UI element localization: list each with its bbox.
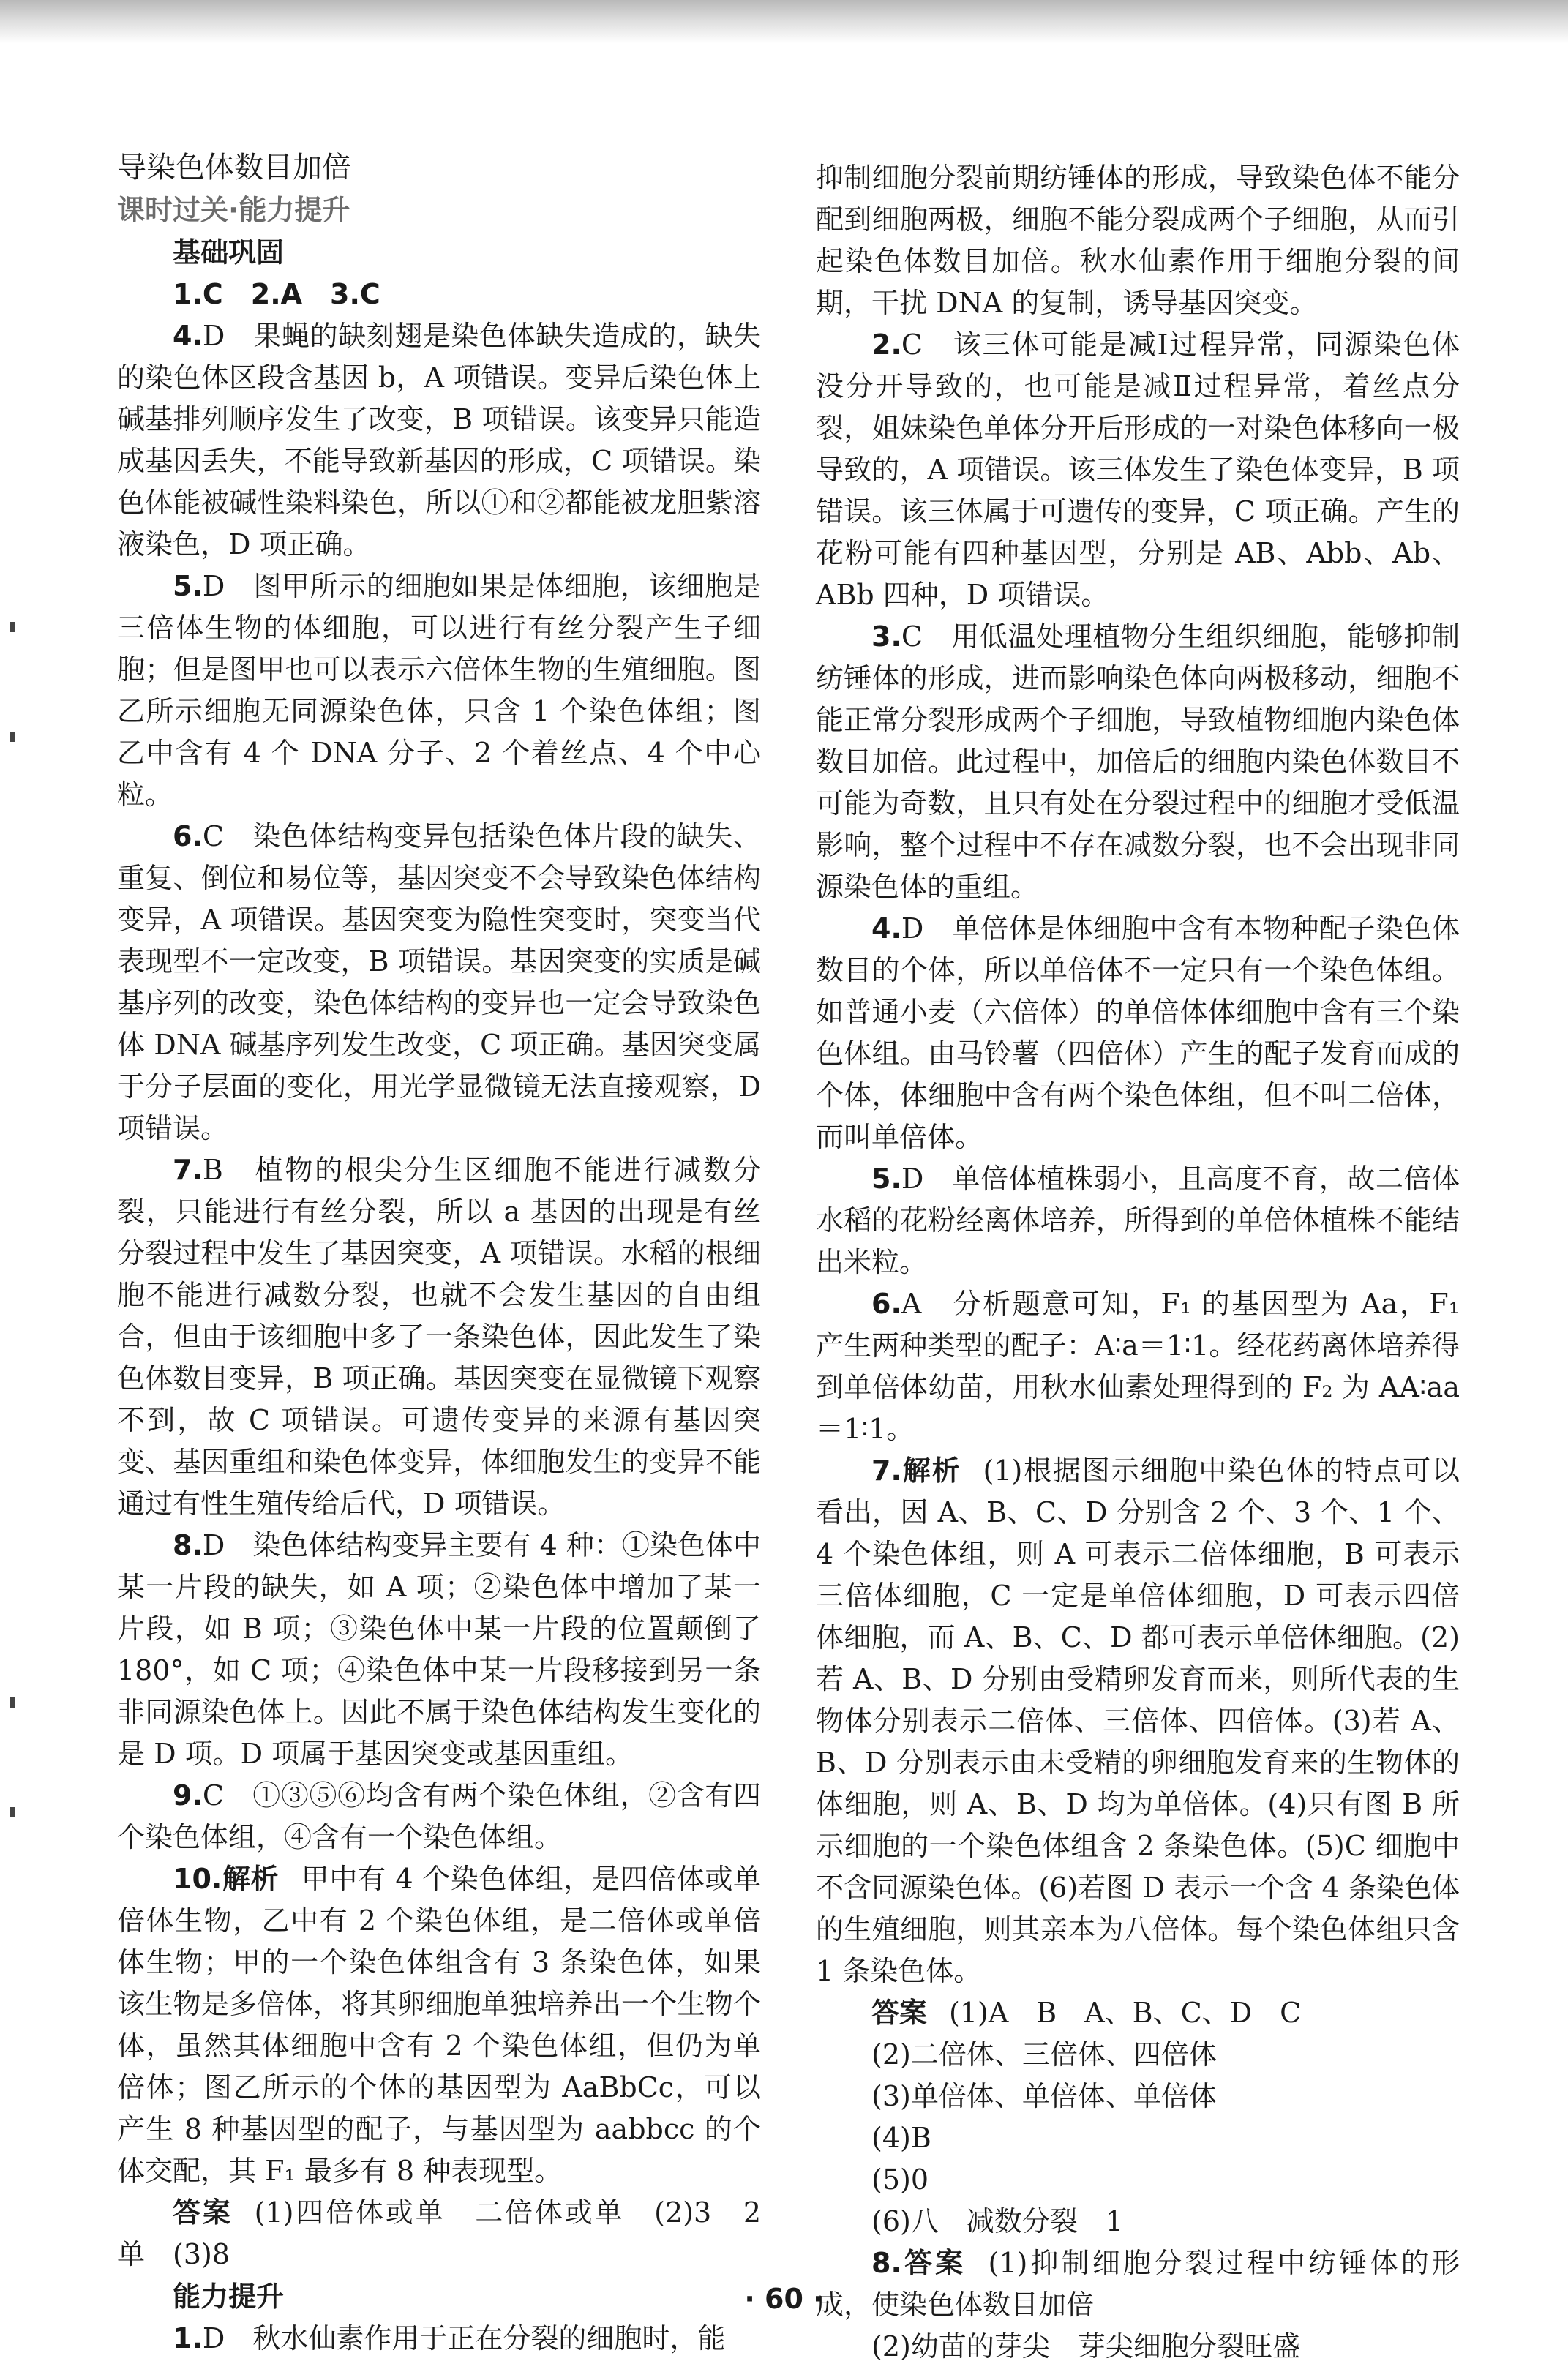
section-basic-heading: 基础巩固 [173, 236, 285, 269]
advanced-question-1-continued: 抑制细胞分裂前期纺锤体的形成，导致染色体不能分配到细胞两极，细胞不能分裂成两个子细胞，从而引起染色体数目加倍。秋水仙素作用于细胞分裂的间期，干扰 DNA 的复制，诱导基因突变。 [816, 162, 1460, 319]
question-number: 8. [173, 1529, 203, 1561]
question-8 [117, 1525, 761, 1775]
question-number: 2. [871, 329, 901, 361]
question-number: 5. [871, 1163, 901, 1195]
scan-top-edge [0, 0, 1568, 44]
answer-line-2: (2)二倍体、三倍体、四倍体 [871, 2038, 1217, 2071]
section-advanced-heading: 能力提升 [173, 2281, 285, 2313]
analysis-label: 解析 [222, 1863, 280, 1895]
answer-text: (1)四倍体或单 二倍体或单 (2)3 2 单 (3)8 [117, 2196, 789, 2270]
question-text: 甲中有 4 个染色体组，是四倍体或单倍体生物，乙中有 2 个染色体组，是二倍体或单倍体生物；甲的一个染色体组含有 3 条染色体，如果该生物是多倍体，将其卵细胞单独培养出一个生物个体，虽然其体细胞中含有 2 个染色体组，但仍为单倍体；图乙所示的个体的基因型为 AaBbCc，可以产生 8 种基因型的配子，与基因型为 aabbcc 的个体交配，其 F₁ 最多有 8 种表现型。 [117, 1863, 761, 2187]
answer-line-3: (3)单倍体、单倍体、单倍体 [871, 2080, 1217, 2112]
answer-line-1 [816, 1992, 1460, 2034]
analysis-label: 解析 [901, 1455, 961, 1487]
question-9 [117, 1775, 761, 1858]
scan-mark [10, 1697, 15, 1708]
answer-label: 答案 [871, 1997, 928, 2029]
advanced-question-5 [816, 1158, 1460, 1283]
answer-line-5: (5)0 [871, 2163, 929, 2196]
question-number: 4. [173, 320, 203, 352]
answer-label: 答案 [173, 2196, 233, 2229]
advanced-question-7 [816, 1450, 1460, 1992]
question-text: (1)根据图示细胞中染色体的特点可以看出，因 A、B、C、D 分别含 2 个、3 个、1 个、4 个染色体组，则 A 可表示二倍体细胞，B 可表示三倍体细胞，C 一定是单倍体细胞，D 可表示四倍体细胞，而 A、B、C、D 都可表示单倍体细胞。(2)若 A、B、D 分别由受精卵发育而来，则所代表的生物体分别表示二倍体、三倍体、四倍体。(3)若 A、B、D 分别表示由未受精的卵细胞发育来的生物体的体细胞，则 A、B、D 均为单倍体。(4)只有图 B 所示细胞的一个染色体组含 2 条染色体。(5)C 细胞中不含同源染色体。(6)若图 D 表示一个含 4 条染色体的生殖细胞，则其亲本为八倍体。每个染色体组只含 1 条染色体。 [816, 1455, 1460, 1987]
section-subtitle: 课时过关·能力提升 [117, 194, 350, 226]
question-text: D 果蝇的缺刻翅是染色体缺失造成的，缺失的染色体区段含基因 b，A 项错误。变异后染色体上碱基排列顺序发生了改变，B 项错误。该变异只能造成基因丢失，不能导致新基因的形成，C 项错误。染色体能被碱性染料染色，所以①和②都能被龙胆紫溶液染色，D 项正确。 [117, 320, 761, 560]
advanced-question-4 [816, 908, 1460, 1158]
question-text: D 图甲所示的细胞如果是体细胞，该细胞是三倍体生物的体细胞，可以进行有丝分裂产生子细胞；但是图甲也可以表示六倍体生物的生殖细胞。图乙所示细胞无同源染色体，只含 1 个染色体组；图乙中含有 4 个 DNA 分子、2 个着丝点、4 个中心粒。 [117, 570, 761, 811]
page-number: · 60 · [744, 2283, 824, 2315]
question-4 [117, 315, 761, 566]
question-text: D 秋水仙素作用于正在分裂的细胞时，能 [202, 2322, 726, 2354]
question-10 [117, 1858, 761, 2192]
answer-text: (1)A B A、B、C、D C [949, 1997, 1302, 2029]
question-number: 4. [871, 912, 901, 945]
question-10-answer [117, 2192, 789, 2275]
question-text: C ①③⑤⑥均含有两个染色体组，②含有四个染色体组，④含有一个染色体组。 [117, 1779, 761, 1853]
question-text: C 该三体可能是减Ⅰ过程异常，同源染色体没分开导致的，也可能是减Ⅱ过程异常，着丝点分裂，姐妹染色单体分开后形成的一对染色体移向一极导致的，A 项错误。该三体发生了染色体变异，B 项错误。该三体属于可遗传的变异，C 项正确。产生的花粉可能有四种基因型，分别是 AB、Abb、Ab、ABb 四种，D 项错误。 [816, 329, 1460, 611]
question-number: 7. [871, 1455, 901, 1487]
question-number: 7. [173, 1154, 203, 1186]
question-number: 1. [173, 2322, 203, 2354]
question-text: A 分析题意可知，F₁ 的基因型为 Aa，F₁ 产生两种类型的配子：A∶a＝1∶1。经花药离体培养得到单倍体幼苗，用秋水仙素处理得到的 F₂ 为 AA∶aa＝1∶1。 [816, 1288, 1460, 1445]
advanced-question-2 [816, 324, 1460, 616]
question-7 [117, 1149, 761, 1525]
question-text: D 单倍体是体细胞中含有本物种配子染色体数目的个体，所以单倍体不一定只有一个染色体组。如普通小麦（六倍体）的单倍体体细胞中含有三个染色体组。由马铃薯（四倍体）产生的配子发育而成的个体，体细胞中含有两个染色体组，但不叫二倍体，而叫单倍体。 [816, 912, 1460, 1153]
question-number: 6. [173, 820, 203, 852]
question-text: C 染色体结构变异包括染色体片段的缺失、重复、倒位和易位等，基因突变不会导致染色体结构变异，A 项错误。基因突变为隐性突变时，突变当代表现型不一定改变，B 项错误。基因突变的实质是碱基序列的改变，染色体结构的变异也一定会导致染色体 DNA 碱基序列发生改变，C 项正确。基因突变属于分子层面的变化，用光学显微镜无法直接观察，D 项错误。 [117, 820, 761, 1144]
question-6 [117, 816, 761, 1149]
scan-mark [10, 732, 15, 742]
advanced-question-8-line-2: (2)幼苗的芽尖 芽尖细胞分裂旺盛 [871, 2330, 1300, 2362]
question-text: B 植物的根尖分生区细胞不能进行减数分裂，只能进行有丝分裂，所以 a 基因的出现是有丝分裂过程中发生了基因突变，A 项错误。水稻的根细胞不能进行减数分裂，也就不会发生基因的自由组合，但由于该细胞中多了一条染色体，因此发生了染色体数目变异，B 项正确。基因突变在显微镜下观察不到，故 C 项错误。可遗传变异的来源有基因突变、基因重组和染色体变异，体细胞发生的变异不能通过有性生殖传给后代，D 项错误。 [117, 1154, 761, 1520]
scan-mark [10, 1807, 15, 1817]
answers-1-3 [117, 274, 761, 315]
question-text: C 用低温处理植物分生组织细胞，能够抑制纺锤体的形成，进而影响染色体向两极移动，细胞不能正常分裂形成两个子细胞，导致植物细胞内染色体数目加倍。此过程中，加倍后的细胞内染色体数目不可能为奇数，且只有处在分裂过程中的细胞才受低温影响，整个过程中不存在减数分裂，也不会出现非同源染色体的重组。 [816, 620, 1460, 903]
question-text: D 染色体结构变异主要有 4 种：①染色体中某一片段的缺失，如 A 项；②染色体中增加了某一片段，如 B 项；③染色体中某一片段的位置颠倒了 180°，如 C 项；④染色体中某一片段移接到另一条非同源染色体上。因此不属于染色体结构发生变化的是 D 项。D 项属于基因突变或基因重组。 [117, 1529, 761, 1770]
section-title: 导染色体数目加倍 [117, 151, 351, 184]
answer-line-4: (4)B [871, 2122, 931, 2154]
advanced-question-6 [816, 1283, 1460, 1450]
scan-mark [10, 622, 15, 632]
question-number: 5. [173, 570, 203, 602]
question-number: 8. [871, 2247, 901, 2279]
question-number: 9. [173, 1779, 203, 1812]
answer-label: 答案 [901, 2247, 967, 2279]
advanced-question-1 [117, 2318, 761, 2360]
question-number: 3. [871, 620, 901, 653]
question-text: (1)抑制细胞分裂过程中纺锤体的形成，使染色体数目加倍 [816, 2247, 1460, 2321]
question-number: 10. [173, 1863, 222, 1895]
answers-1-3-text: 1.C 2.A 3.C [173, 278, 380, 310]
right-column [816, 157, 1460, 2368]
answer-line-6: (6)八 减数分裂 1 [871, 2205, 1124, 2237]
advanced-question-3 [816, 616, 1460, 908]
question-number: 6. [871, 1288, 901, 1320]
question-text: D 单倍体植株弱小，且高度不育，故二倍体水稻的花粉经离体培养，所得到的单倍体植株不能结出米粒。 [816, 1163, 1460, 1278]
question-5 [117, 566, 761, 816]
